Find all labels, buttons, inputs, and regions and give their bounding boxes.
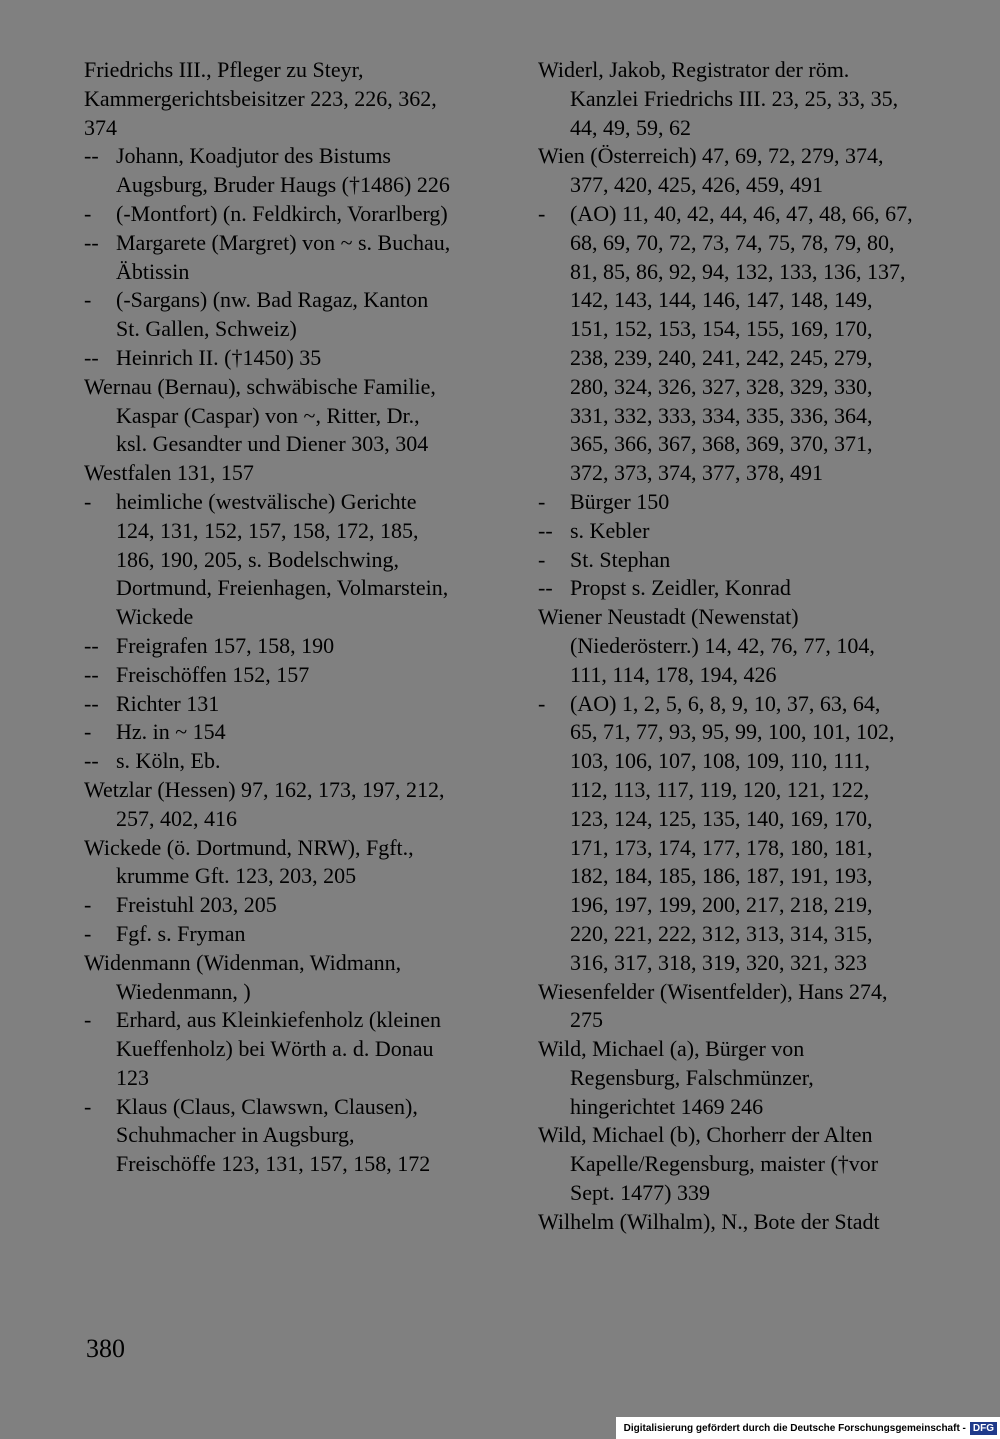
entry-text: Propst s. Zeidler, Konrad	[570, 575, 791, 601]
entry-marker: -	[84, 488, 92, 514]
index-entry	[538, 1121, 913, 1207]
entry-text: Klaus (Claus, Clawswn, Clausen), Schuhmacher in Augsburg, Freischöffe 123, 131, 157, 158, 172	[116, 1093, 431, 1177]
index-entry	[84, 142, 456, 200]
entry-marker: --	[84, 229, 99, 255]
entry-text: Wild, Michael (a), Bürger von Regensburg, Falschmünzer, hingerichtet 1469 246	[538, 1036, 814, 1119]
index-entry	[84, 690, 456, 719]
entry-text: Westfalen 131, 157	[84, 460, 254, 486]
index-entry	[84, 1093, 456, 1179]
dfg-logo: DFG	[970, 1422, 997, 1435]
index-entry	[538, 1035, 913, 1121]
entry-text: (-Montfort) (n. Feldkirch, Vorarlberg)	[116, 200, 448, 226]
entry-text: (AO) 11, 40, 42, 44, 46, 47, 48, 66, 67, 68, 69, 70, 72, 73, 74, 75, 78, 79, 80, 81, 85, 86, 92, 94, 132, 133, 136, 137, 142, 143, 144, 146, 147, 148, 149, 151, 152, 153, 154, 155, 169, 170, 238, 239, 240, 241, 242, 245, 279, 280, 324, 326, 327, 328, 329, 330, 331, 332, 333, 334, 335, 336, 364, 365, 366, 367, 368, 369, 370, 371, 372, 373, 374, 377, 378, 491	[570, 200, 913, 486]
entry-marker: --	[84, 690, 99, 716]
index-column-left	[84, 56, 456, 1179]
entry-marker: --	[84, 632, 99, 658]
entry-marker: -	[84, 1093, 92, 1119]
index-entry	[84, 632, 456, 661]
entry-text: s. Köln, Eb.	[116, 748, 221, 774]
entry-text: Heinrich II. (†1450) 35	[116, 344, 322, 370]
entry-marker: -	[538, 200, 546, 226]
page-number: 380	[86, 1334, 125, 1363]
index-entry	[538, 574, 913, 603]
entry-marker: --	[84, 661, 99, 687]
index-entry	[538, 56, 913, 142]
entry-text: (AO) 1, 2, 5, 6, 8, 9, 10, 37, 63, 64, 65, 71, 77, 93, 95, 99, 100, 101, 102, 103, 106, 107, 108, 109, 110, 111, 112, 113, 117, 119, 120, 121, 122, 123, 124, 125, 135, 140, 169, 170, 171, 173, 174, 177, 178, 180, 181, 182, 184, 185, 186, 187, 191, 193, 196, 197, 199, 200, 217, 218, 219, 220, 221, 222, 312, 313, 314, 315, 316, 317, 318, 319, 320, 321, 323	[570, 690, 895, 975]
index-entry	[84, 229, 456, 287]
index-entry	[538, 517, 913, 546]
entry-marker: -	[84, 719, 92, 745]
funding-footer	[616, 1417, 1000, 1439]
index-entry	[538, 978, 913, 1036]
index-entry	[538, 546, 913, 575]
entry-text: Wiesenfelder (Wisentfelder), Hans 274, 275	[538, 978, 888, 1033]
entry-text: Friedrichs III., Pfleger zu Steyr, Kammergerichtsbeisitzer 223, 226, 362, 374	[84, 57, 437, 140]
index-entry	[84, 834, 456, 892]
entry-text: Wild, Michael (b), Chorherr der Alten Kapelle/Regensburg, maister (†vor Sept. 1477) 339	[538, 1122, 879, 1206]
entry-text: Widerl, Jakob, Registrator der röm. Kanzlei Friedrichs III. 23, 25, 33, 35, 44, 49, 59, 62	[538, 57, 899, 140]
index-entry	[84, 949, 456, 1007]
index-entry	[84, 718, 456, 747]
footer-text: Digitalisierung gefördert durch die Deutsche Forschungsgemeinschaft -	[623, 1422, 966, 1434]
entry-marker: -	[538, 690, 546, 716]
entry-text: Wickede (ö. Dortmund, NRW), Fgft., krumme Gft. 123, 203, 205	[84, 834, 414, 889]
entry-text: Widenmann (Widenman, Widmann, Wiedenmann, )	[84, 949, 402, 1004]
entry-marker: -	[84, 200, 92, 226]
entry-marker: -	[538, 546, 546, 572]
index-column-right	[538, 56, 913, 1237]
entry-text: Fgf. s. Fryman	[116, 920, 246, 946]
index-entry	[538, 488, 913, 517]
entry-marker: --	[538, 575, 553, 601]
index-entry	[84, 891, 456, 920]
index-entry	[538, 200, 913, 488]
entry-marker: --	[84, 344, 99, 370]
entry-text: Margarete (Margret) von ~ s. Buchau, Äbtissin	[116, 229, 451, 284]
entry-text: Freigrafen 157, 158, 190	[116, 632, 335, 658]
entry-marker: -	[84, 287, 92, 313]
index-entry	[84, 344, 456, 373]
entry-text: Freischöffen 152, 157	[116, 661, 310, 687]
index-entry	[538, 142, 913, 200]
entry-text: Johann, Koadjutor des Bistums Augsburg, Bruder Haugs (†1486) 226	[116, 143, 450, 198]
entry-text: St. Stephan	[570, 546, 671, 572]
index-entry	[84, 747, 456, 776]
entry-text: Erhard, aus Kleinkiefenholz (kleinen Kueffenholz) bei Wörth a. d. Donau 123	[116, 1007, 441, 1090]
entry-text: Wetzlar (Hessen) 97, 162, 173, 197, 212, 257, 402, 416	[84, 776, 445, 831]
index-entry	[538, 1208, 913, 1237]
entry-text: s. Kebler	[570, 517, 650, 543]
index-entry	[84, 661, 456, 690]
index-entry	[84, 459, 456, 488]
index-entry	[538, 603, 913, 689]
entry-text: Wilhelm (Wilhalm), N., Bote der Stadt	[538, 1208, 880, 1234]
index-entry	[84, 1006, 456, 1092]
entry-text: Richter 131	[116, 690, 220, 716]
index-entry	[84, 200, 456, 229]
entry-text: (-Sargans) (nw. Bad Ragaz, Kanton St. Gallen, Schweiz)	[116, 287, 429, 342]
index-entry	[84, 488, 456, 632]
entry-marker: --	[84, 143, 99, 169]
entry-marker: -	[84, 892, 92, 918]
entry-text: Wien (Österreich) 47, 69, 72, 279, 374, 377, 420, 425, 426, 459, 491	[538, 143, 884, 198]
entry-text: Bürger 150	[570, 488, 670, 514]
index-entry	[84, 373, 456, 459]
index-entry	[84, 920, 456, 949]
entry-marker: -	[84, 920, 92, 946]
entry-text: Wiener Neustadt (Newenstat) (Niederösterr.) 14, 42, 76, 77, 104, 111, 114, 178, 194, 426	[538, 604, 875, 687]
entry-marker: -	[538, 488, 546, 514]
entry-text: heimliche (westvälische) Gerichte 124, 131, 152, 157, 158, 172, 185, 186, 190, 205, s. Bodelschwing, Dortmund, Freienhagen, Volmarstein, Wickede	[116, 488, 449, 630]
entry-text: Freistuhl 203, 205	[116, 892, 277, 918]
entry-marker: --	[84, 748, 99, 774]
index-entry	[84, 56, 456, 142]
entry-marker: --	[538, 517, 553, 543]
entry-text: Hz. in ~ 154	[116, 719, 226, 745]
entry-text: Wernau (Bernau), schwäbische Familie, Kaspar (Caspar) von ~, Ritter, Dr., ksl. Gesandter und Diener 303, 304	[84, 373, 436, 457]
entry-marker: -	[84, 1007, 92, 1033]
index-entry	[538, 690, 913, 978]
index-entry	[84, 286, 456, 344]
index-entry	[84, 776, 456, 834]
